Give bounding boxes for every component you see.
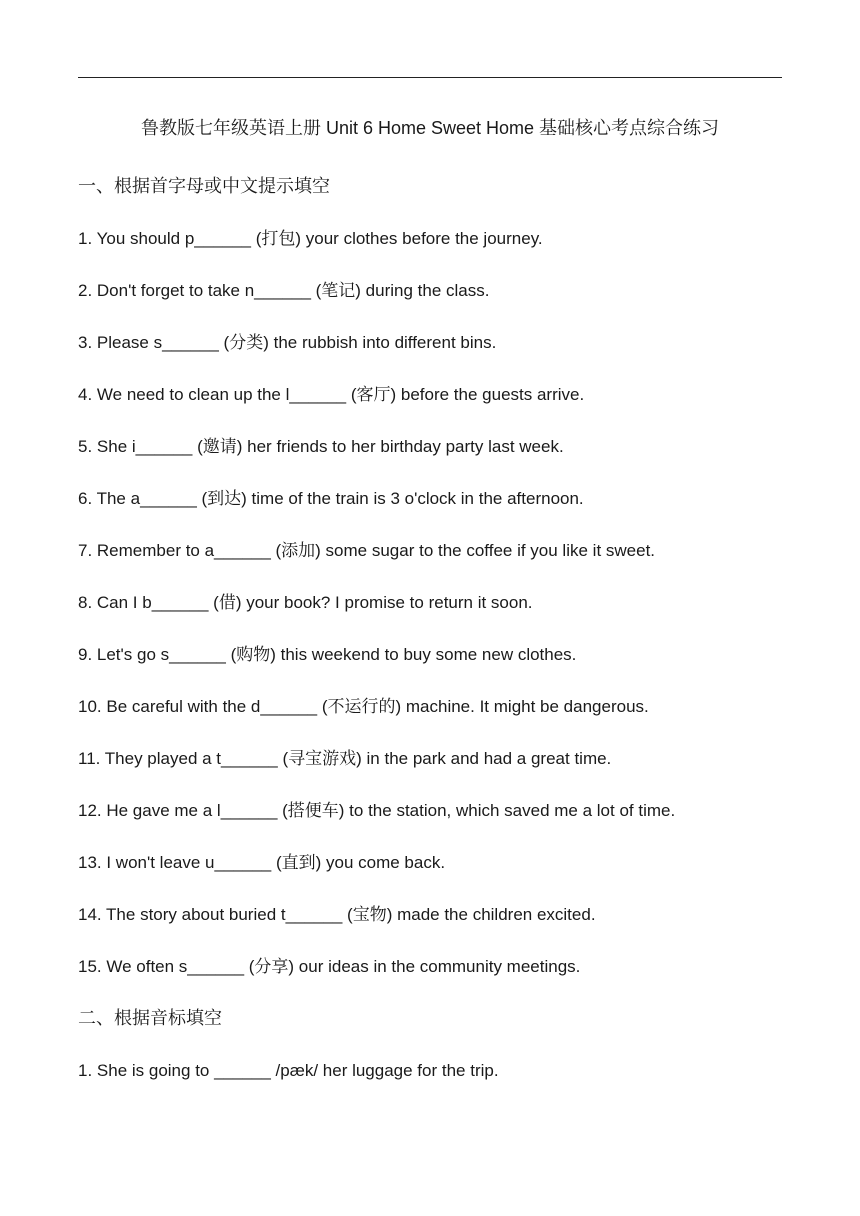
question-1-6: 6. The a______ (到达) time of the train is 3 o'clock in the afternoon. [78,489,584,508]
question-2-1: 1. She is going to ______ /pæk/ her luggage for the trip. [78,1061,499,1080]
section-heading-2: 二、根据音标填空 [78,1008,222,1028]
question-1-7: 7. Remember to a______ (添加) some sugar to the coffee if you like it sweet. [78,541,656,560]
document-title: 鲁教版七年级英语上册 Unit 6 Home Sweet Home 基础核心考点综合练习 [140,118,720,138]
question-1-15: 15. We often s______ (分享) our ideas in the community meetings. [78,957,581,976]
question-1-14: 14. The story about buried t______ (宝物) made the children excited. [78,905,596,924]
question-1-2: 2. Don't forget to take n______ (笔记) during the class. [78,281,490,300]
question-1-11: 11. They played a t______ (寻宝游戏) in the park and had a great time. [78,749,612,768]
question-1-5: 5. She i______ (邀请) her friends to her birthday party last week. [78,437,564,456]
question-1-10: 10. Be careful with the d______ (不运行的) machine. It might be dangerous. [78,697,649,716]
question-1-1: 1. You should p______ (打包) your clothes before the journey. [78,229,543,248]
question-1-8: 8. Can I b______ (借) your book? I promise to return it soon. [78,593,533,612]
section-heading-1: 一、根据首字母或中文提示填空 [78,176,330,196]
question-1-4: 4. We need to clean up the l______ (客厅) before the guests arrive. [78,385,585,404]
question-1-13: 13. I won't leave u______ (直到) you come back. [78,853,446,872]
question-1-9: 9. Let's go s______ (购物) this weekend to buy some new clothes. [78,645,577,664]
question-1-12: 12. He gave me a l______ (搭便车) to the station, which saved me a lot of time. [78,801,676,820]
header-rule [78,77,782,78]
question-1-3: 3. Please s______ (分类) the rubbish into different bins. [78,333,497,352]
